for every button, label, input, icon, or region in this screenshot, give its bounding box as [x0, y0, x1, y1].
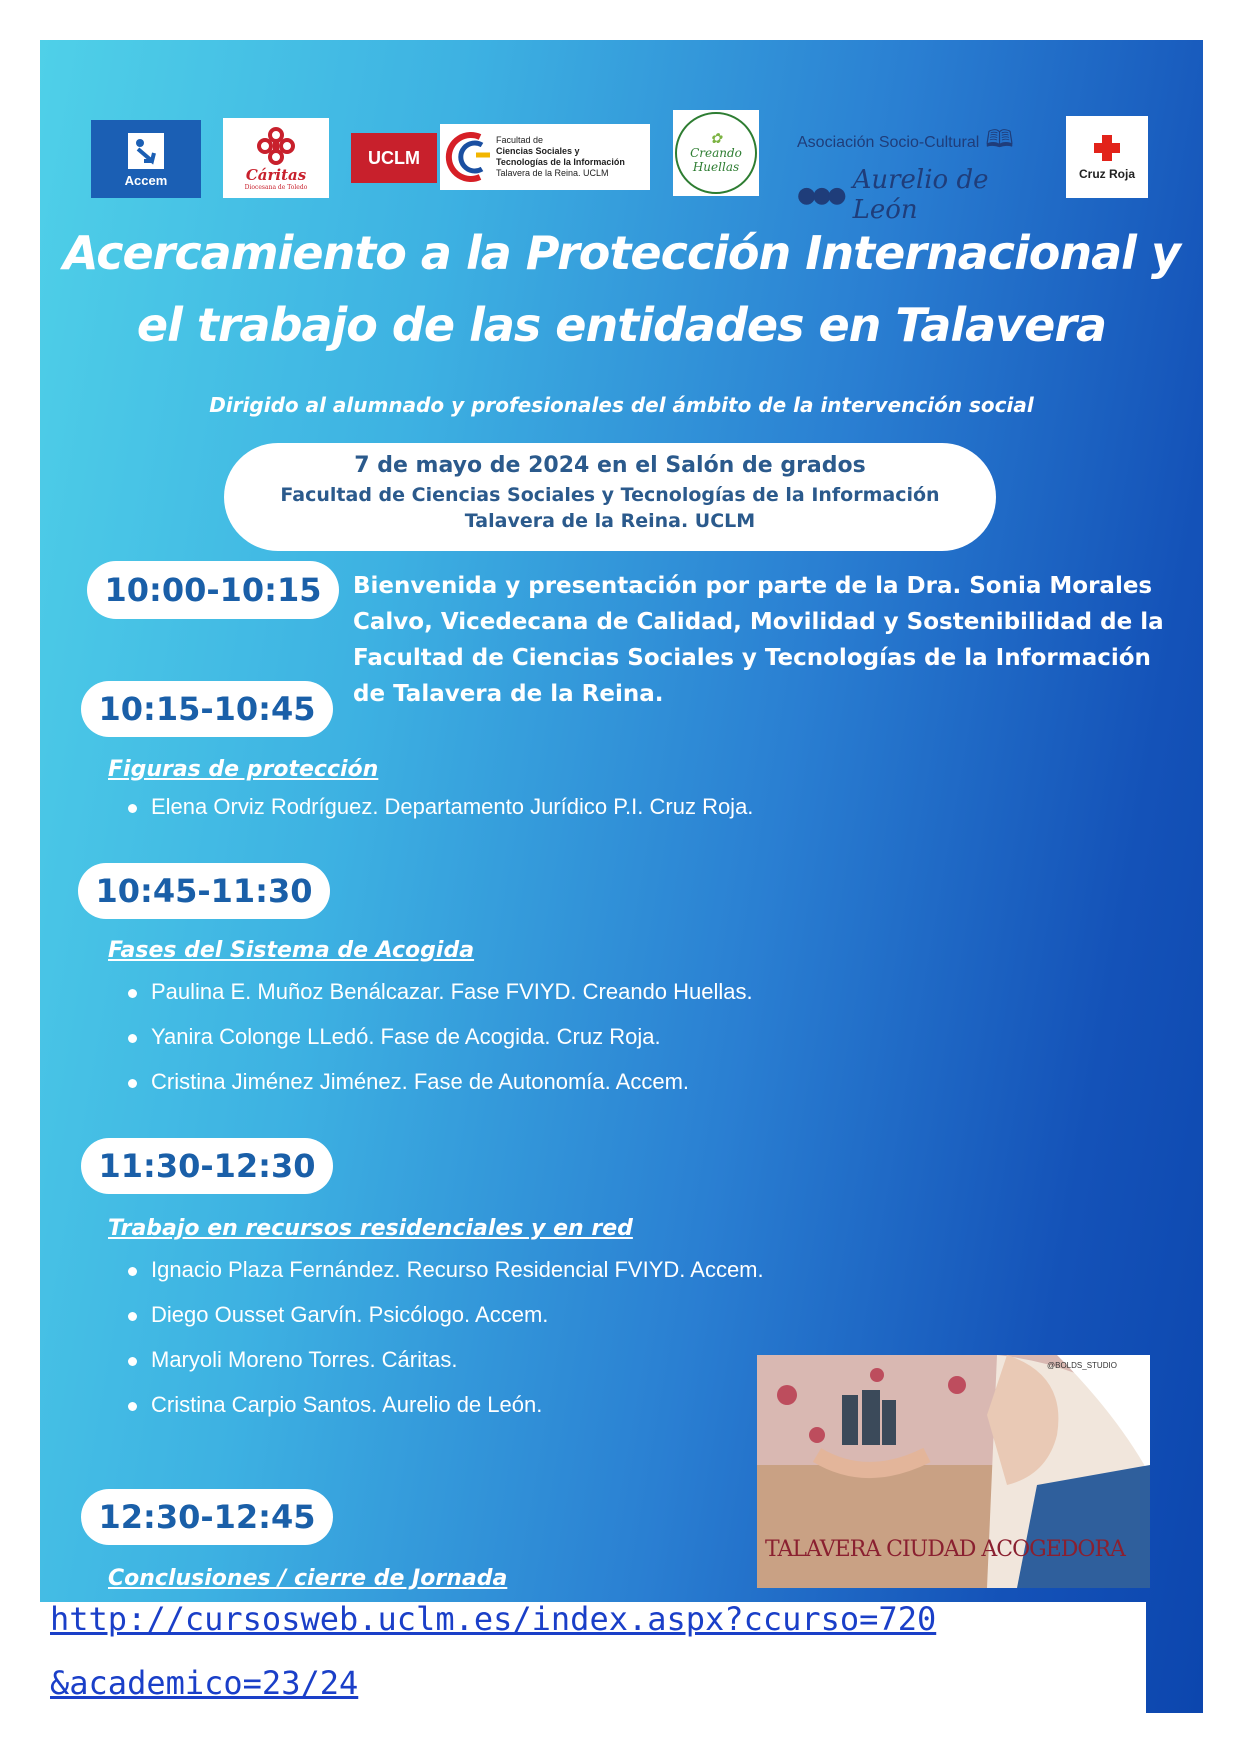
list-item	[128, 794, 753, 820]
accem-icon	[126, 131, 166, 171]
creando-label-2: Huellas	[692, 160, 740, 174]
facultad-line-4: Talavera de la Reina. UCLM	[496, 168, 609, 178]
caritas-sublabel: Diocesana de Toledo	[244, 183, 308, 191]
red-cross-icon	[1092, 133, 1122, 163]
page-title-line-1: Acercamiento a la Protección Internacional y	[63, 226, 1180, 280]
time-slot-1: 10:00-10:15	[87, 561, 339, 619]
event-date: 7 de mayo de 2024 en el Salón de grados	[354, 453, 866, 478]
time-slot-4: 11:30-12:30	[81, 1138, 333, 1194]
cruz-roja-logo	[1066, 116, 1148, 198]
cruz-roja-label: Cruz Roja	[1078, 167, 1135, 181]
list-item	[128, 1024, 661, 1050]
people-icon: ●●●	[797, 182, 843, 208]
asociacion-logo	[797, 122, 1042, 225]
accem-logo	[91, 120, 201, 198]
list-item-text: Maryoli Moreno Torres. Cáritas.	[151, 1347, 458, 1372]
mural-image	[757, 1355, 1150, 1588]
uclm-logo	[351, 133, 437, 183]
asociacion-label: Asociación Socio-Cultural	[797, 133, 980, 151]
section-title-fases: Fases del Sistema de Acogida	[108, 938, 475, 963]
list-item-text: Cristina Carpio Santos. Aurelio de León.	[151, 1392, 543, 1417]
facultad-arc-icon	[440, 129, 492, 185]
list-item-text: Elena Orviz Rodríguez. Departamento Jurídico P.I. Cruz Roja.	[151, 794, 754, 819]
list-item	[128, 979, 753, 1005]
caritas-cross-icon	[254, 126, 298, 166]
uclm-label: UCLM	[368, 147, 420, 168]
list-item-text: Paulina E. Muñoz Benálcazar. Fase FVIYD. Creando Huellas.	[151, 979, 753, 1004]
facultad-line-3: Tecnologías de la Información	[496, 157, 625, 167]
course-link-line-2[interactable]: &academico=23/24	[50, 1664, 359, 1702]
list-item-text: Yanira Colonge LLedó. Fase de Acogida. Cruz Roja.	[151, 1024, 661, 1049]
section-title-figuras: Figuras de protección	[108, 757, 379, 782]
welcome-text: Bienvenida y presentación por parte de la Dra. Sonia Morales Calvo, Vicedecana de Calidad, Movilidad y Sostenibilidad de la Facultad de Ciencias Sociales y Tecnologías de la Información de Talavera de la Reina.	[353, 573, 1164, 707]
aurelio-label: Aurelio de León	[852, 165, 989, 225]
list-item	[128, 1069, 689, 1095]
list-item	[128, 1257, 764, 1283]
mural-tag: @BOLDS_STUDIO	[1047, 1361, 1117, 1370]
section-title-conclusiones: Conclusiones / cierre de Jornada	[108, 1566, 508, 1591]
mural-caption: TALAVERA CIUDAD ACOGEDORA	[765, 1537, 1125, 1562]
facultad-logo	[440, 124, 650, 190]
list-item-text: Diego Ousset Garvín. Psicólogo. Accem.	[151, 1302, 549, 1327]
event-faculty: Facultad de Ciencias Sociales y Tecnologías de la Información	[280, 484, 940, 506]
section-title-trabajo: Trabajo en recursos residenciales y en red	[108, 1216, 633, 1241]
page-title-line-2: el trabajo de las entidades en Talavera	[136, 298, 1107, 352]
subtitle: Dirigido al alumnado y profesionales del ámbito de la intervención social	[209, 393, 1034, 417]
list-item	[128, 1392, 542, 1418]
caritas-logo	[223, 118, 329, 198]
time-slot-5: 12:30-12:45	[81, 1489, 333, 1545]
list-item-text: Ignacio Plaza Fernández. Recurso Residencial FVIYD. Accem.	[151, 1257, 764, 1282]
facultad-line-2: Ciencias Sociales y	[496, 146, 580, 156]
event-info-box	[224, 443, 996, 551]
list-item	[128, 1302, 548, 1328]
event-place: Talavera de la Reina. UCLM	[464, 510, 756, 532]
creando-huellas-logo	[673, 110, 759, 196]
bug-icon: ✿	[710, 131, 722, 147]
time-slot-3: 10:45-11:30	[78, 863, 330, 919]
creando-label-1: Creando	[690, 146, 742, 160]
accem-label: Accem	[124, 172, 168, 188]
course-link-line-1[interactable]: http://cursosweb.uclm.es/index.aspx?ccurso=720	[50, 1600, 937, 1638]
time-slot-2: 10:15-10:45	[81, 681, 333, 737]
list-item	[128, 1347, 457, 1373]
book-icon: 🕮	[985, 125, 1014, 153]
facultad-line-1: Facultad de	[496, 135, 544, 145]
caritas-label: Cáritas	[245, 165, 307, 184]
list-item-text: Cristina Jiménez Jiménez. Fase de Autonomía. Accem.	[151, 1069, 690, 1094]
